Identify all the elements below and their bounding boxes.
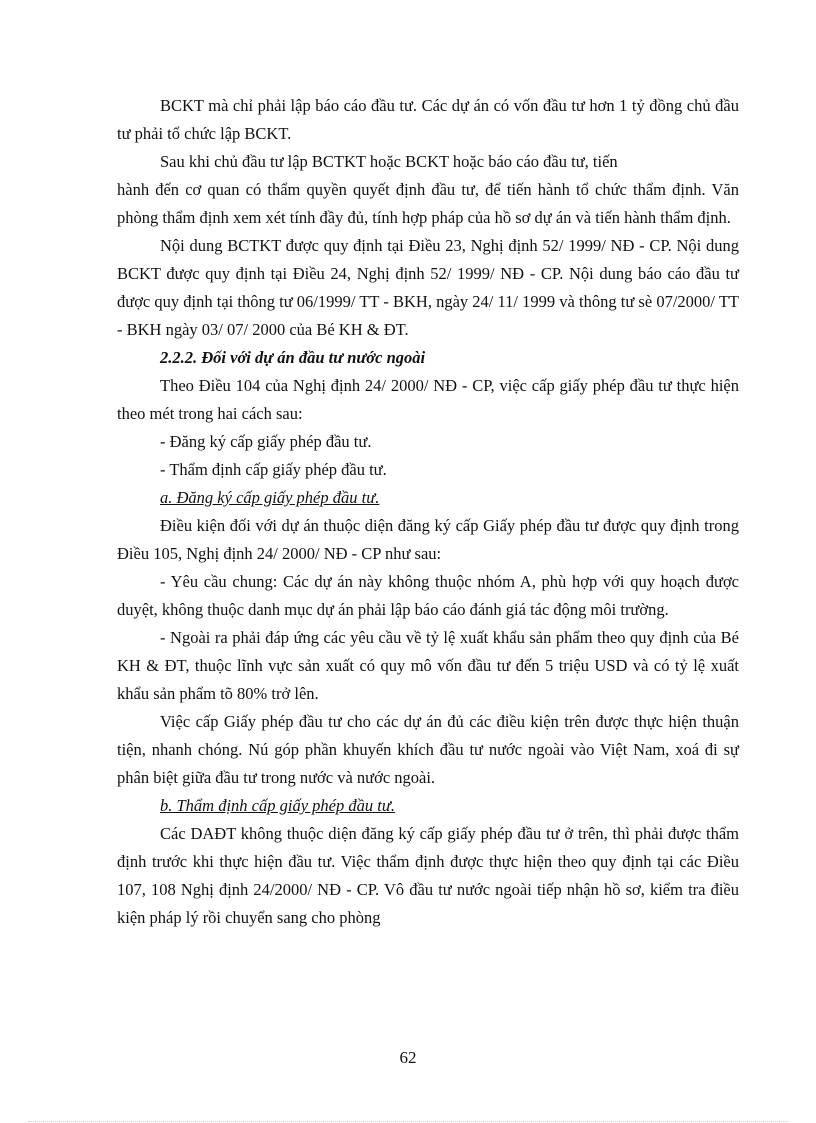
page-body [117, 92, 739, 932]
paragraph-dieu-kien: Điều kiện đối với dự án thuộc diện đăng ký cấp Giấy phép đầu tư được quy định trong Điều 105, Nghị định 24/ 2000/ NĐ - CP như sau: [117, 516, 739, 563]
paragraph-yeu-cau-chung: - Yêu cầu chung: Các dự án này không thuộc nhóm A, phù hợp với quy hoạch được duyệt, không thuộc danh mục dự án phải lập báo cáo đánh giá tác động môi trường. [117, 572, 739, 619]
paragraph-bckt: BCKT mà chỉ phải lập báo cáo đầu tư. Các dự án có vốn đầu tư hơn 1 tỷ đồng chủ đầu tư phải tổ chức lập BCKT. [117, 96, 739, 143]
subheading-b: b. Thẩm định cấp giấy phép đầu tư. [160, 796, 395, 815]
paragraph-dieu-104: Theo Điều 104 của Nghị định 24/ 2000/ NĐ - CP, việc cấp giấy phép đầu tư thực hiện theo mét trong hai cách sau: [117, 376, 739, 423]
paragraph-tham-dinh: hành đến cơ quan có thẩm quyền quyết định đầu tư, để tiến hành tổ chức thẩm định. Văn phòng thẩm định xem xét tính đầy đủ, tính hợp pháp của hồ sơ dự án và tiến hành thẩm định. [117, 180, 739, 227]
paragraph-after-lap: Sau khi chủ đầu tư lập BCTKT hoặc BCKT hoặc báo cáo đầu tư, tiến [160, 152, 618, 171]
page-bottom-divider [28, 1121, 788, 1122]
paragraph-noi-dung: Nội dung BCTKT được quy định tại Điều 23, Nghị định 52/ 1999/ NĐ - CP. Nội dung BCKT được quy định tại Điều 24, Nghị định 52/ 1999/ NĐ - CP. Nội dung báo cáo đầu tư được quy định tại thông tư 06/1999/ TT - BKH, ngày 24/ 11/ 1999 và thông tư sè 07/2000/ TT - BKH ngày 03/ 07/ 2000 của Bé KH & ĐT. [117, 236, 739, 339]
list-item: - Thẩm định cấp giấy phép đầu tư. [160, 460, 387, 479]
section-heading: 2.2.2. Đối với dự án đầu tư nước ngoài [160, 348, 426, 367]
paragraph-cac-daddt: Các DAĐT không thuộc diện đăng ký cấp giấy phép đầu tư ở trên, thì phải được thẩm định trước khi thực hiện đầu tư. Việc thẩm định được thực hiện theo quy định tại các Điều 107, 108 Nghị định 24/2000/ NĐ - CP. Vô đầu tư nước ngoài tiếp nhận hồ sơ, kiểm tra điều kiện pháp lý rồi chuyển sang cho phòng [117, 824, 739, 927]
subheading-a: a. Đăng ký cấp giấy phép đầu tư. [160, 488, 380, 507]
paragraph-viec-cap: Việc cấp Giấy phép đầu tư cho các dự án đủ các điều kiện trên được thực hiện thuận tiện, nhanh chóng. Nú góp phần khuyến khích đầu tư nước ngoài vào Việt Nam, xoá đi sự phân biệt giữa đầu tư trong nước và nước ngoài. [117, 712, 739, 787]
paragraph-ngoai-ra: - Ngoài ra phải đáp ứng các yêu cầu về tỷ lệ xuất khẩu sản phẩm theo quy định của Bé KH & ĐT, thuộc lĩnh vực sản xuất có quy mô vốn đầu tư đến 5 triệu USD và có tỷ lệ xuất khẩu sản phẩm tõ 80% trở lên. [117, 628, 739, 703]
page-number: 62 [399, 1048, 417, 1067]
list-item: - Đăng ký cấp giấy phép đầu tư. [160, 432, 372, 451]
